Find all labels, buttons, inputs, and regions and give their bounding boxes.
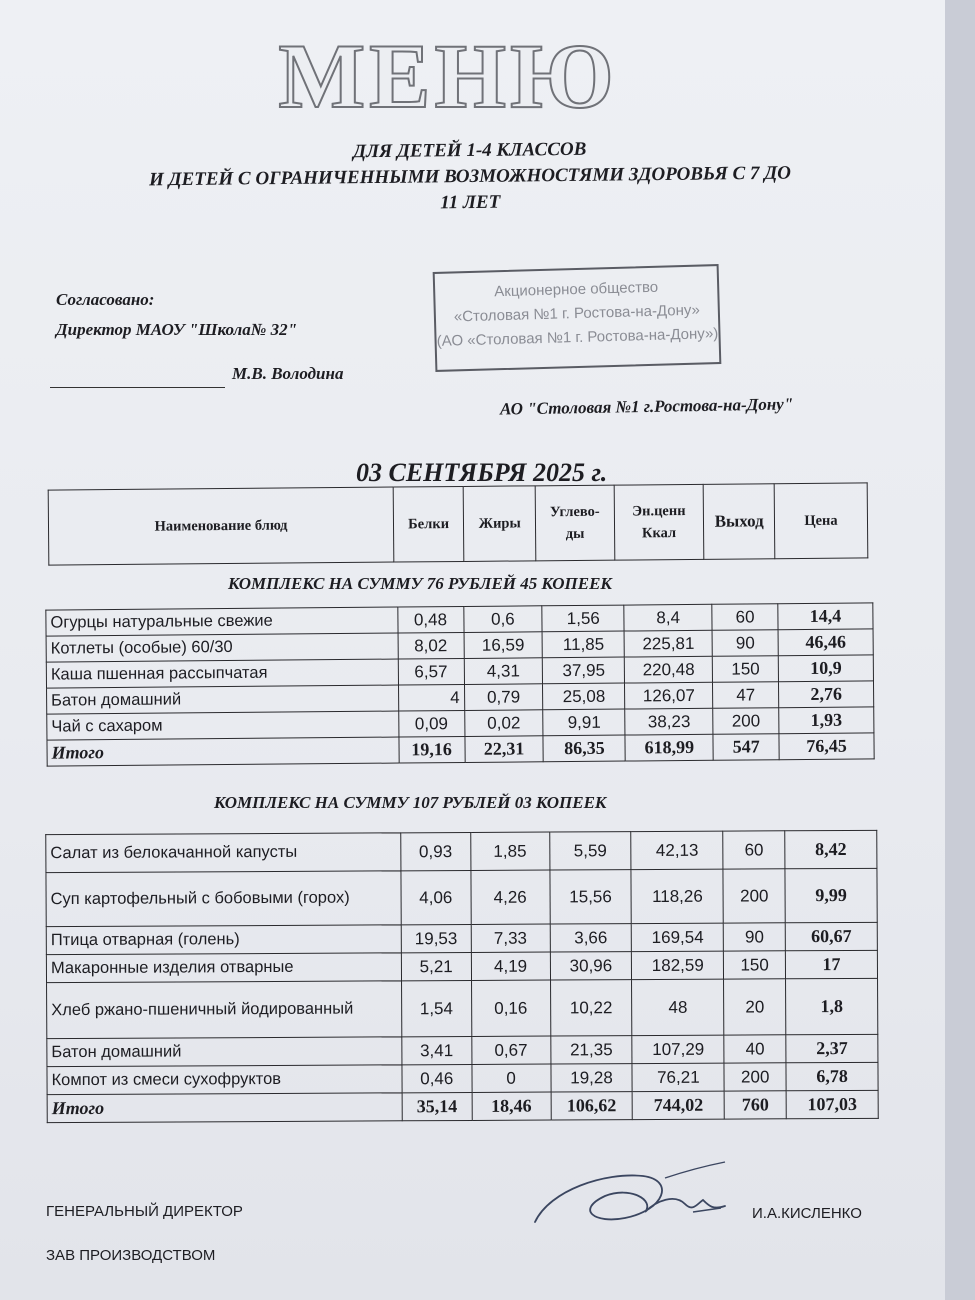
company-name: АО "Столовая №1 г.Ростова-на-Дону" [499, 394, 794, 419]
dish-output: 150 [724, 951, 786, 979]
dish-protein: 0,93 [401, 832, 471, 870]
dish-protein: 6,57 [398, 658, 464, 685]
dish-carbs: 30,96 [550, 952, 632, 980]
dish-price: 14,4 [778, 603, 873, 630]
total-fat: 22,31 [464, 736, 543, 763]
dish-output: 60 [712, 604, 778, 631]
menu-header-table [48, 482, 869, 565]
subtitle-line-1: ДЛЯ ДЕТЕЙ 1-4 КЛАССОВ [352, 138, 587, 163]
header-name: Наименование блюд [48, 487, 394, 565]
dish-carbs: 19,28 [550, 1064, 632, 1092]
table-row [47, 978, 878, 1038]
dish-carbs: 15,56 [549, 870, 631, 924]
dish-fat: 0,16 [471, 980, 550, 1036]
dish-name: Батон домашний [47, 685, 399, 714]
dish-kcal: 107,29 [632, 1035, 724, 1063]
dish-price: 10,9 [778, 655, 873, 682]
total-kcal: 618,99 [625, 734, 713, 761]
dish-carbs: 5,59 [549, 832, 631, 870]
dish-fat: 0,67 [472, 1036, 551, 1064]
table-row [47, 1034, 878, 1066]
complex1-table [45, 602, 874, 766]
total-protein: 19,16 [399, 736, 465, 763]
dish-name: Огурцы натуральные свежие [46, 607, 398, 636]
total-kcal: 744,02 [633, 1091, 725, 1119]
dish-protein: 4 [398, 684, 464, 711]
dish-protein: 0,46 [402, 1064, 472, 1092]
dish-fat: 0,6 [463, 606, 542, 633]
dish-price: 1,93 [779, 707, 874, 734]
dish-name: Чай с сахаром [47, 711, 399, 740]
dish-price: 6,78 [786, 1062, 878, 1090]
dish-output: 60 [723, 831, 785, 869]
total-row [47, 1090, 878, 1122]
total-output: 760 [724, 1091, 786, 1119]
subtitle-line-2: И ДЕТЕЙ С ОГРАНИЧЕННЫМИ ВОЗМОЖНОСТЯМИ ЗДОРОВЬЯ С 7 ДО [148, 162, 792, 191]
dish-output: 90 [712, 630, 778, 657]
total-price: 76,45 [779, 733, 874, 760]
dish-name: Суп картофельный с бобовыми (горох) [46, 871, 401, 927]
dish-output: 150 [712, 656, 778, 683]
dish-name: Хлеб ржано-пшеничный йодированный [47, 981, 402, 1039]
dish-price: 1,8 [786, 978, 878, 1034]
approval-label: Согласовано: [56, 290, 155, 309]
table-row [46, 922, 877, 954]
dish-output: 200 [713, 708, 779, 735]
dish-kcal: 48 [632, 979, 724, 1035]
dish-name: Котлеты (особые) 60/30 [46, 633, 398, 662]
dish-protein: 0,09 [398, 710, 464, 737]
stamp-line-3: (АО «Столовая №1 г. Ростова-на-Дону») [436, 325, 719, 350]
menu-subtitle [40, 133, 901, 220]
dish-kcal: 225,81 [624, 630, 712, 657]
dish-kcal: 118,26 [631, 869, 723, 923]
dish-protein: 1,54 [401, 980, 471, 1036]
dish-kcal: 126,07 [625, 682, 713, 709]
dish-fat: 4,26 [471, 870, 550, 924]
dish-kcal: 76,21 [632, 1063, 724, 1091]
header-carbs-line-1: Углево- [549, 503, 600, 521]
complex2-title: КОМПЛЕКС НА СУММУ 107 РУБЛЕЙ 03 КОПЕЕК [214, 793, 607, 812]
dish-output: 47 [713, 682, 779, 709]
dish-fat: 7,33 [471, 924, 550, 952]
stamp-line-2: «Столовая №1 г. Ростова-на-Дону» [453, 301, 701, 326]
dish-price: 2,37 [786, 1034, 878, 1062]
total-label: Итого [47, 1093, 402, 1123]
header-energy [614, 484, 705, 560]
dish-fat: 16,59 [464, 632, 543, 659]
header-output: Выход [704, 484, 775, 560]
total-label: Итого [47, 737, 399, 766]
dish-fat: 4,19 [471, 952, 550, 980]
header-fat: Жиры [463, 486, 536, 562]
dish-price: 2,76 [779, 681, 874, 708]
menu-title: МЕНЮ [278, 25, 618, 127]
dish-protein: 8,02 [398, 632, 464, 659]
dish-price: 46,46 [778, 629, 873, 656]
table-row [46, 950, 877, 982]
dish-name: Батон домашний [47, 1037, 402, 1067]
header-energy-line-1: Эн.ценн [632, 503, 686, 520]
header-price: Цена [774, 483, 868, 559]
dish-name: Компот из смеси сухофруктов [47, 1065, 402, 1095]
dish-output: 40 [724, 1035, 786, 1063]
dish-protein: 0,48 [397, 606, 463, 633]
dish-output: 20 [724, 979, 786, 1035]
total-price: 107,03 [786, 1090, 878, 1118]
dish-price: 8,42 [785, 830, 877, 868]
dish-protein: 19,53 [401, 924, 471, 952]
dish-carbs: 9,91 [543, 709, 625, 736]
background-edge [945, 0, 975, 1300]
table-row [46, 868, 877, 926]
menu-date: 03 СЕНТЯБРЯ 2025 г. [356, 458, 608, 487]
dish-fat: 1,85 [470, 832, 549, 870]
dish-output: 200 [723, 869, 785, 923]
dish-protein: 3,41 [402, 1036, 472, 1064]
signature-line [50, 387, 225, 388]
total-output: 547 [713, 734, 779, 761]
dish-kcal: 42,13 [631, 831, 723, 869]
dish-name: Каша пшенная рассыпчатая [46, 659, 398, 688]
total-protein: 35,14 [402, 1092, 472, 1120]
total-carbs: 86,35 [543, 735, 625, 762]
dish-carbs: 21,35 [550, 1036, 632, 1064]
dish-name: Птица отварная (голень) [46, 925, 401, 955]
dish-protein: 5,21 [401, 952, 471, 980]
table-row [47, 1062, 878, 1094]
dish-fat: 4,31 [464, 658, 543, 685]
dish-kcal: 182,59 [632, 951, 724, 979]
stamp-line-1: Акционерное общество [494, 278, 659, 301]
general-director-title: ГЕНЕРАЛЬНЫЙ ДИРЕКТОР [46, 1203, 243, 1220]
production-head-title: ЗАВ ПРОИЗВОДСТВОМ [46, 1247, 216, 1264]
approval-name: М.В. Володина [232, 364, 344, 383]
dish-kcal: 169,54 [632, 923, 724, 951]
dish-kcal: 38,23 [625, 708, 713, 735]
dish-fat: 0,02 [464, 710, 543, 737]
dish-price: 60,67 [785, 922, 877, 950]
handwritten-signature [525, 1160, 735, 1240]
dish-carbs: 3,66 [550, 924, 632, 952]
dish-carbs: 25,08 [543, 683, 625, 710]
dish-fat: 0 [472, 1064, 551, 1092]
dish-carbs: 10,22 [550, 980, 632, 1036]
approval-block [56, 285, 297, 345]
complex2-table [45, 830, 879, 1123]
header-protein: Белки [393, 486, 464, 562]
header-carbs-line-2: ды [565, 525, 585, 543]
total-carbs: 106,62 [551, 1092, 633, 1120]
dish-kcal: 8,4 [624, 604, 712, 631]
company-stamp [433, 264, 722, 372]
dish-fat: 0,79 [464, 684, 543, 711]
dish-output: 90 [723, 923, 785, 951]
dish-name: Макаронные изделия отварные [46, 953, 401, 983]
general-director-name: И.А.КИСЛЕНКО [752, 1205, 862, 1222]
dish-carbs: 1,56 [542, 605, 624, 632]
approval-position: Директор МАОУ "Школа№ 32" [56, 320, 298, 339]
dish-price: 9,99 [785, 868, 877, 922]
table-row [46, 830, 877, 872]
dish-output: 200 [724, 1063, 786, 1091]
complex1-title: КОМПЛЕКС НА СУММУ 76 РУБЛЕЙ 45 КОПЕЕК [228, 574, 612, 593]
dish-name: Салат из белокачанной капусты [46, 833, 401, 873]
header-energy-line-2: Ккал [641, 525, 677, 542]
dish-kcal: 220,48 [625, 656, 713, 683]
dish-price: 17 [785, 950, 877, 978]
subtitle-line-3: 11 ЛЕТ [440, 191, 501, 214]
dish-protein: 4,06 [401, 870, 471, 924]
header-carbs [535, 485, 614, 561]
total-fat: 18,46 [472, 1092, 551, 1120]
dish-carbs: 37,95 [543, 657, 625, 684]
dish-carbs: 11,85 [542, 631, 624, 658]
